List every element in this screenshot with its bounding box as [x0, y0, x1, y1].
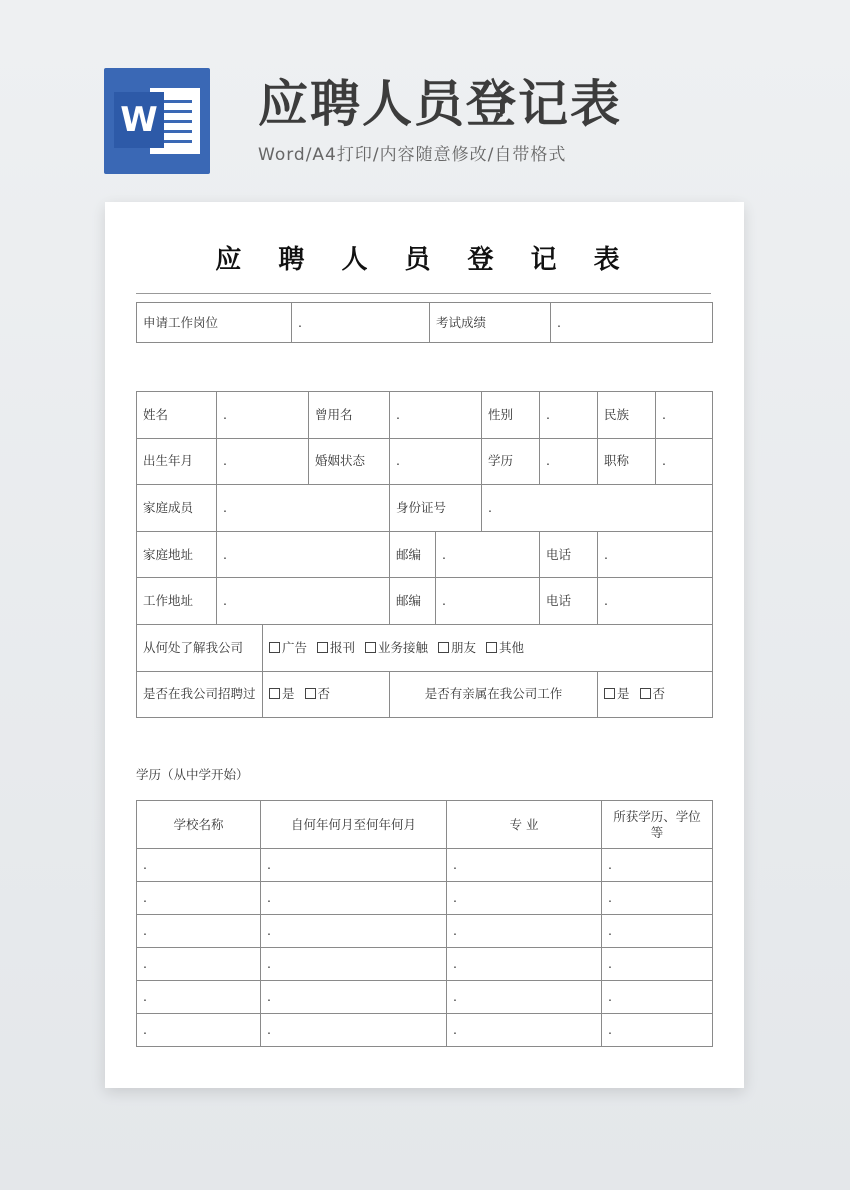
table-cell[interactable]: .: [447, 948, 602, 981]
table-cell[interactable]: .: [137, 882, 261, 915]
table-cell[interactable]: .: [137, 981, 261, 1014]
education-input[interactable]: .: [540, 438, 598, 485]
table-row: [137, 392, 713, 439]
table-row: [137, 303, 713, 343]
table-row: [137, 578, 713, 625]
column-header: 所获学历、学位等: [602, 801, 713, 849]
table-cell[interactable]: .: [602, 981, 713, 1014]
source-label: 从何处了解我公司: [137, 624, 263, 671]
alias-label: 曾用名: [309, 392, 390, 439]
title-divider: [136, 293, 711, 294]
work-zip-label: 邮编: [390, 578, 436, 625]
source-option[interactable]: 业务接触: [365, 640, 428, 655]
table-cell[interactable]: .: [261, 948, 447, 981]
birth-label: 出生年月: [137, 438, 217, 485]
personal-info-table: [136, 391, 713, 718]
table-row: [137, 915, 713, 948]
source-option[interactable]: 朋友: [438, 640, 476, 655]
home-zip-label: 邮编: [390, 531, 436, 578]
checkbox-icon[interactable]: [365, 642, 376, 653]
marital-label: 婚姻状态: [309, 438, 390, 485]
table-cell[interactable]: .: [602, 849, 713, 882]
checkbox-icon[interactable]: [604, 688, 615, 699]
gender-label: 性别: [482, 392, 540, 439]
table-cell[interactable]: .: [447, 882, 602, 915]
checkbox-icon[interactable]: [269, 642, 280, 653]
work-phone-label: 电话: [540, 578, 598, 625]
education-table: [136, 800, 713, 1047]
table-cell[interactable]: .: [602, 1014, 713, 1047]
table-cell[interactable]: .: [261, 882, 447, 915]
home-address-input[interactable]: .: [217, 531, 390, 578]
source-option[interactable]: 报刊: [317, 640, 355, 655]
prev-recruited-options: [263, 671, 390, 718]
no-option[interactable]: 否: [305, 686, 331, 701]
id-label: 身份证号: [390, 485, 482, 532]
column-header: 专 业: [447, 801, 602, 849]
yes-option[interactable]: 是: [604, 686, 630, 701]
checkbox-icon[interactable]: [305, 688, 316, 699]
table-cell[interactable]: .: [261, 915, 447, 948]
page-subtitle: Word/A4打印/内容随意修改/自带格式: [258, 145, 567, 165]
checkbox-icon[interactable]: [317, 642, 328, 653]
score-label: 考试成绩: [430, 303, 551, 343]
no-option[interactable]: 否: [640, 686, 666, 701]
table-header-row: [137, 801, 713, 849]
work-address-label: 工作地址: [137, 578, 217, 625]
relatives-label: 是否有亲属在我公司工作: [390, 671, 598, 718]
table-row: [137, 438, 713, 485]
home-address-label: 家庭地址: [137, 531, 217, 578]
home-zip-input[interactable]: .: [436, 531, 540, 578]
table-cell[interactable]: .: [261, 1014, 447, 1047]
source-option[interactable]: 其他: [486, 640, 524, 655]
table-cell[interactable]: .: [447, 849, 602, 882]
name-label: 姓名: [137, 392, 217, 439]
table-row: [137, 624, 713, 671]
marital-input[interactable]: .: [390, 438, 482, 485]
table-cell[interactable]: .: [447, 915, 602, 948]
education-label: 学历: [482, 438, 540, 485]
title-label: 职称: [598, 438, 656, 485]
home-phone-input[interactable]: .: [598, 531, 713, 578]
table-cell[interactable]: .: [261, 849, 447, 882]
word-logo-icon: [104, 68, 210, 174]
page-title: 应聘人员登记表: [258, 75, 622, 133]
education-section-label: 学历（从中学开始）: [136, 767, 249, 782]
work-phone-input[interactable]: .: [598, 578, 713, 625]
table-row: [137, 948, 713, 981]
work-zip-input[interactable]: .: [436, 578, 540, 625]
ethnicity-label: 民族: [598, 392, 656, 439]
checkbox-icon[interactable]: [640, 688, 651, 699]
table-row: [137, 882, 713, 915]
table-cell[interactable]: .: [447, 981, 602, 1014]
column-header: 自何年何月至何年何月: [261, 801, 447, 849]
position-input[interactable]: .: [292, 303, 430, 343]
score-input[interactable]: .: [551, 303, 713, 343]
table-cell[interactable]: .: [137, 1014, 261, 1047]
yes-option[interactable]: 是: [269, 686, 295, 701]
column-header: 学校名称: [137, 801, 261, 849]
position-label: 申请工作岗位: [137, 303, 292, 343]
table-row: [137, 485, 713, 532]
title-input[interactable]: .: [656, 438, 713, 485]
table-cell[interactable]: .: [602, 882, 713, 915]
source-option[interactable]: 广告: [269, 640, 307, 655]
ethnicity-input[interactable]: .: [656, 392, 713, 439]
table-cell[interactable]: .: [447, 1014, 602, 1047]
table-cell[interactable]: .: [137, 948, 261, 981]
family-input[interactable]: .: [217, 485, 390, 532]
table-row: [137, 671, 713, 718]
word-letter: W: [114, 92, 164, 148]
table-row: [137, 849, 713, 882]
checkbox-icon[interactable]: [438, 642, 449, 653]
relatives-options: [598, 671, 713, 718]
gender-input[interactable]: .: [540, 392, 598, 439]
table-cell[interactable]: .: [602, 915, 713, 948]
home-phone-label: 电话: [540, 531, 598, 578]
checkbox-icon[interactable]: [486, 642, 497, 653]
name-input[interactable]: .: [217, 392, 309, 439]
table-cell[interactable]: .: [602, 948, 713, 981]
position-table: [136, 302, 713, 343]
table-cell[interactable]: .: [137, 915, 261, 948]
checkbox-icon[interactable]: [269, 688, 280, 699]
id-input[interactable]: .: [482, 485, 713, 532]
table-row: [137, 1014, 713, 1047]
table-row: [137, 531, 713, 578]
table-cell[interactable]: .: [137, 849, 261, 882]
alias-input[interactable]: .: [390, 392, 482, 439]
work-address-input[interactable]: .: [217, 578, 390, 625]
document-sheet: [105, 202, 744, 1088]
source-options: [263, 624, 713, 671]
table-cell[interactable]: .: [261, 981, 447, 1014]
form-title: 应 聘 人 员 登 记 表: [215, 245, 634, 275]
family-label: 家庭成员: [137, 485, 217, 532]
table-row: [137, 981, 713, 1014]
birth-input[interactable]: .: [217, 438, 309, 485]
prev-recruited-label: 是否在我公司招聘过: [137, 671, 263, 718]
